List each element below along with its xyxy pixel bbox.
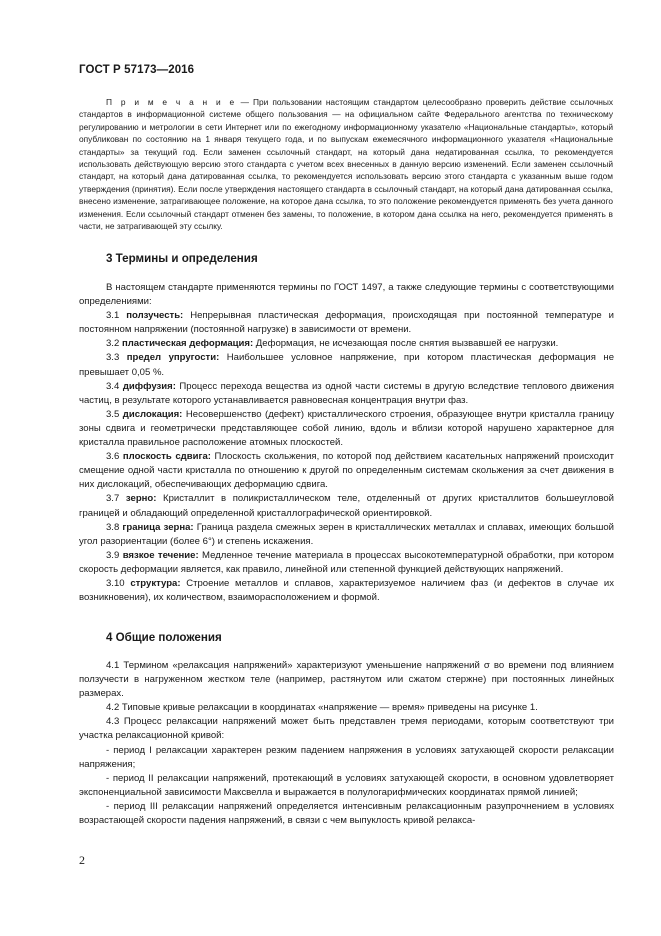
section-4-body — [79, 659, 614, 828]
term-definition: Непрерывная пластическая деформация, происходящая при постоянной температуре и постоянном напряжении (постоянной нагрузке) в зависимости от времени. — [79, 310, 614, 336]
list-item: - период III релаксации напряжений определяется интенсивным релаксационным разупрочнением в условиях возрастающей скорости падения напряжений, в связи с чем выпуклость кривой релакса- — [79, 800, 614, 827]
document-header: ГОСТ Р 57173—2016 — [79, 64, 195, 76]
term-name: вязкое течение: — [122, 549, 199, 561]
term-3-10 — [79, 577, 614, 605]
term-definition: Строение металлов и сплавов, характеризуемое наличием фаз (и дефектов в случае их возникновения), их количеством, взаиморасположением и формой. — [79, 577, 615, 604]
term-name: граница зерна: — [122, 521, 194, 533]
term-3-6 — [79, 450, 614, 492]
term-3-9 — [79, 549, 614, 577]
term-number: 3.9 — [106, 549, 120, 561]
term-3-1 — [79, 309, 614, 337]
term-3-7 — [79, 492, 614, 520]
term-name: диффузия: — [122, 380, 176, 392]
term-number: 3.1 — [106, 310, 120, 322]
term-definition: Процесс перехода вещества из одной части системы в другую вследствие теплового движения частиц, в результате которого устанавливается равновесная концентрация внутри фаз. — [79, 380, 615, 406]
list-item: - период II релаксации напряжений, протекающий в условиях затухающей скорости, в основном удовлетворяет экспоненциальной зависимости Максвелла и выражается в полулогарифмических координатах прямой линией; — [79, 772, 614, 798]
term-number: 3.2 — [106, 338, 120, 350]
term-name: зерно: — [125, 493, 157, 505]
note-text: — При пользовании настоящим стандартом целесообразно проверить действие ссылочных стандартов в информационной системе общего пользования — на официальном сайте Федерального агентства по техническому регулированию и метрологии в сети Интернет или по ежегодному информационному указателю «Национальные стандарты», который опубликован по состоянию на 1 января текущего года, и по выпускам ежемесячного информационного указателя «Национальные стандарты» за текущий год. Если заменен ссылочный стандарт, на который дана недатированная ссылка, то рекомендуется использовать действующую версию этого стандарта с учетом всех внесенных в данную версию изменений. Если заменен ссылочный стандарт, на который дана датированная ссылка, то рекомендуется использовать версию этого стандарта с указанным выше годом утверждения (принятия). Если после утверждения настоящего стандарта в ссылочный стандарт, на который дана датированная ссылка, внесено изменение, затрагивающее положение, на которое дана ссылка, то это положение рекомендуется применять без учета данного изменения. Если ссылочный стандарт отменен без замены, то положение, в котором дана ссылка на него, рекомендуется применять в части, не затрагивающей эту ссылку. — [79, 97, 613, 232]
term-definition: Граница раздела смежных зерен в кристаллических металлах и сплавах, имеющих большой угол разориентации (более 6°) и степень искажения. — [79, 521, 614, 547]
term-3-3 — [79, 351, 614, 379]
note-paragraph — [79, 96, 613, 232]
paragraph-4-1: 4.1 Термином «релаксация напряжений» характеризуют уменьшение напряжений σ во времени под влиянием ползучести в нагруженном жестком теле (например, растянутом или сжатом стержне) при постоянных линейных размерах. — [79, 660, 614, 700]
term-number: 3.3 — [106, 352, 120, 364]
term-3-4 — [79, 380, 614, 408]
term-definition: Несовершенство (дефект) кристаллического строения, образующее внутри кристалла границу зоны сдвига и геометрически представляющее собой линию, вдоль и вблизи которой нарушено характерное для кристалла правильное расположение атомных плоскостей. — [79, 408, 614, 449]
page-number: 2 — [79, 853, 85, 867]
term-name: ползучесть: — [126, 310, 184, 322]
section-3-intro: В настоящем стандарте применяются термины по ГОСТ 1497, а также следующие термины с соответствующими определениями: — [79, 282, 614, 308]
term-3-5 — [79, 408, 614, 450]
term-name: предел упругости: — [126, 352, 220, 364]
term-number: 3.8 — [106, 521, 120, 533]
list-item: - период I релаксации характерен резким падением напряжения в условиях затухающей скорости релаксации напряжения; — [79, 744, 614, 770]
term-3-8 — [79, 521, 614, 549]
term-number: 3.7 — [106, 493, 120, 505]
section-3-heading: 3 Термины и определения — [106, 252, 258, 265]
term-name: плоскость сдвига: — [122, 451, 211, 463]
section-4-heading: 4 Общие положения — [106, 631, 222, 644]
paragraph-4-2: 4.2 Типовые кривые релаксации в координатах «напряжение — время» приведены на рисунке 1. — [106, 702, 538, 714]
term-name: пластическая деформация: — [121, 338, 254, 350]
term-definition: Кристаллит в поликристаллическом теле, отделенный от других кристаллитов большеугловой границей и обладающий определенной кристаллографической ориентировкой. — [79, 493, 614, 519]
term-definition: Наибольшее условное напряжение, при котором пластическая деформация не превышает 0,05 %. — [79, 352, 614, 378]
section-3-body — [79, 281, 614, 605]
term-number: 3.6 — [106, 451, 120, 463]
reference-note — [79, 96, 613, 232]
paragraph-4-3: 4.3 Процесс релаксации напряжений может быть представлен тремя периодами, которым соответствуют три участка релаксационной кривой: — [79, 716, 614, 742]
note-label: П р и м е ч а н и е — [106, 97, 237, 107]
term-number: 3.5 — [106, 408, 120, 420]
term-definition: Медленное течение материала в процессах высокотемпературной обработки, при котором скорость деформации является, как правило, линейной или степенной функцией действующих напряжений. — [79, 549, 614, 575]
term-definition: Плоскость скольжения, по которой под действием касательных напряжений происходит смещение одной части кристалла по отношению к другой по определенным системам скольжения за счет движения в них дислокаций, обеспечивающих деформацию сдвига. — [79, 451, 615, 491]
term-definition: Деформация, не исчезающая после снятия вызвавшей ее нагрузки. — [253, 338, 559, 350]
term-name: дислокация: — [122, 408, 183, 420]
term-number: 3.4 — [106, 380, 120, 392]
term-name: структура: — [130, 577, 181, 589]
term-3-2 — [79, 337, 614, 351]
term-number: 3.10 — [106, 577, 125, 589]
